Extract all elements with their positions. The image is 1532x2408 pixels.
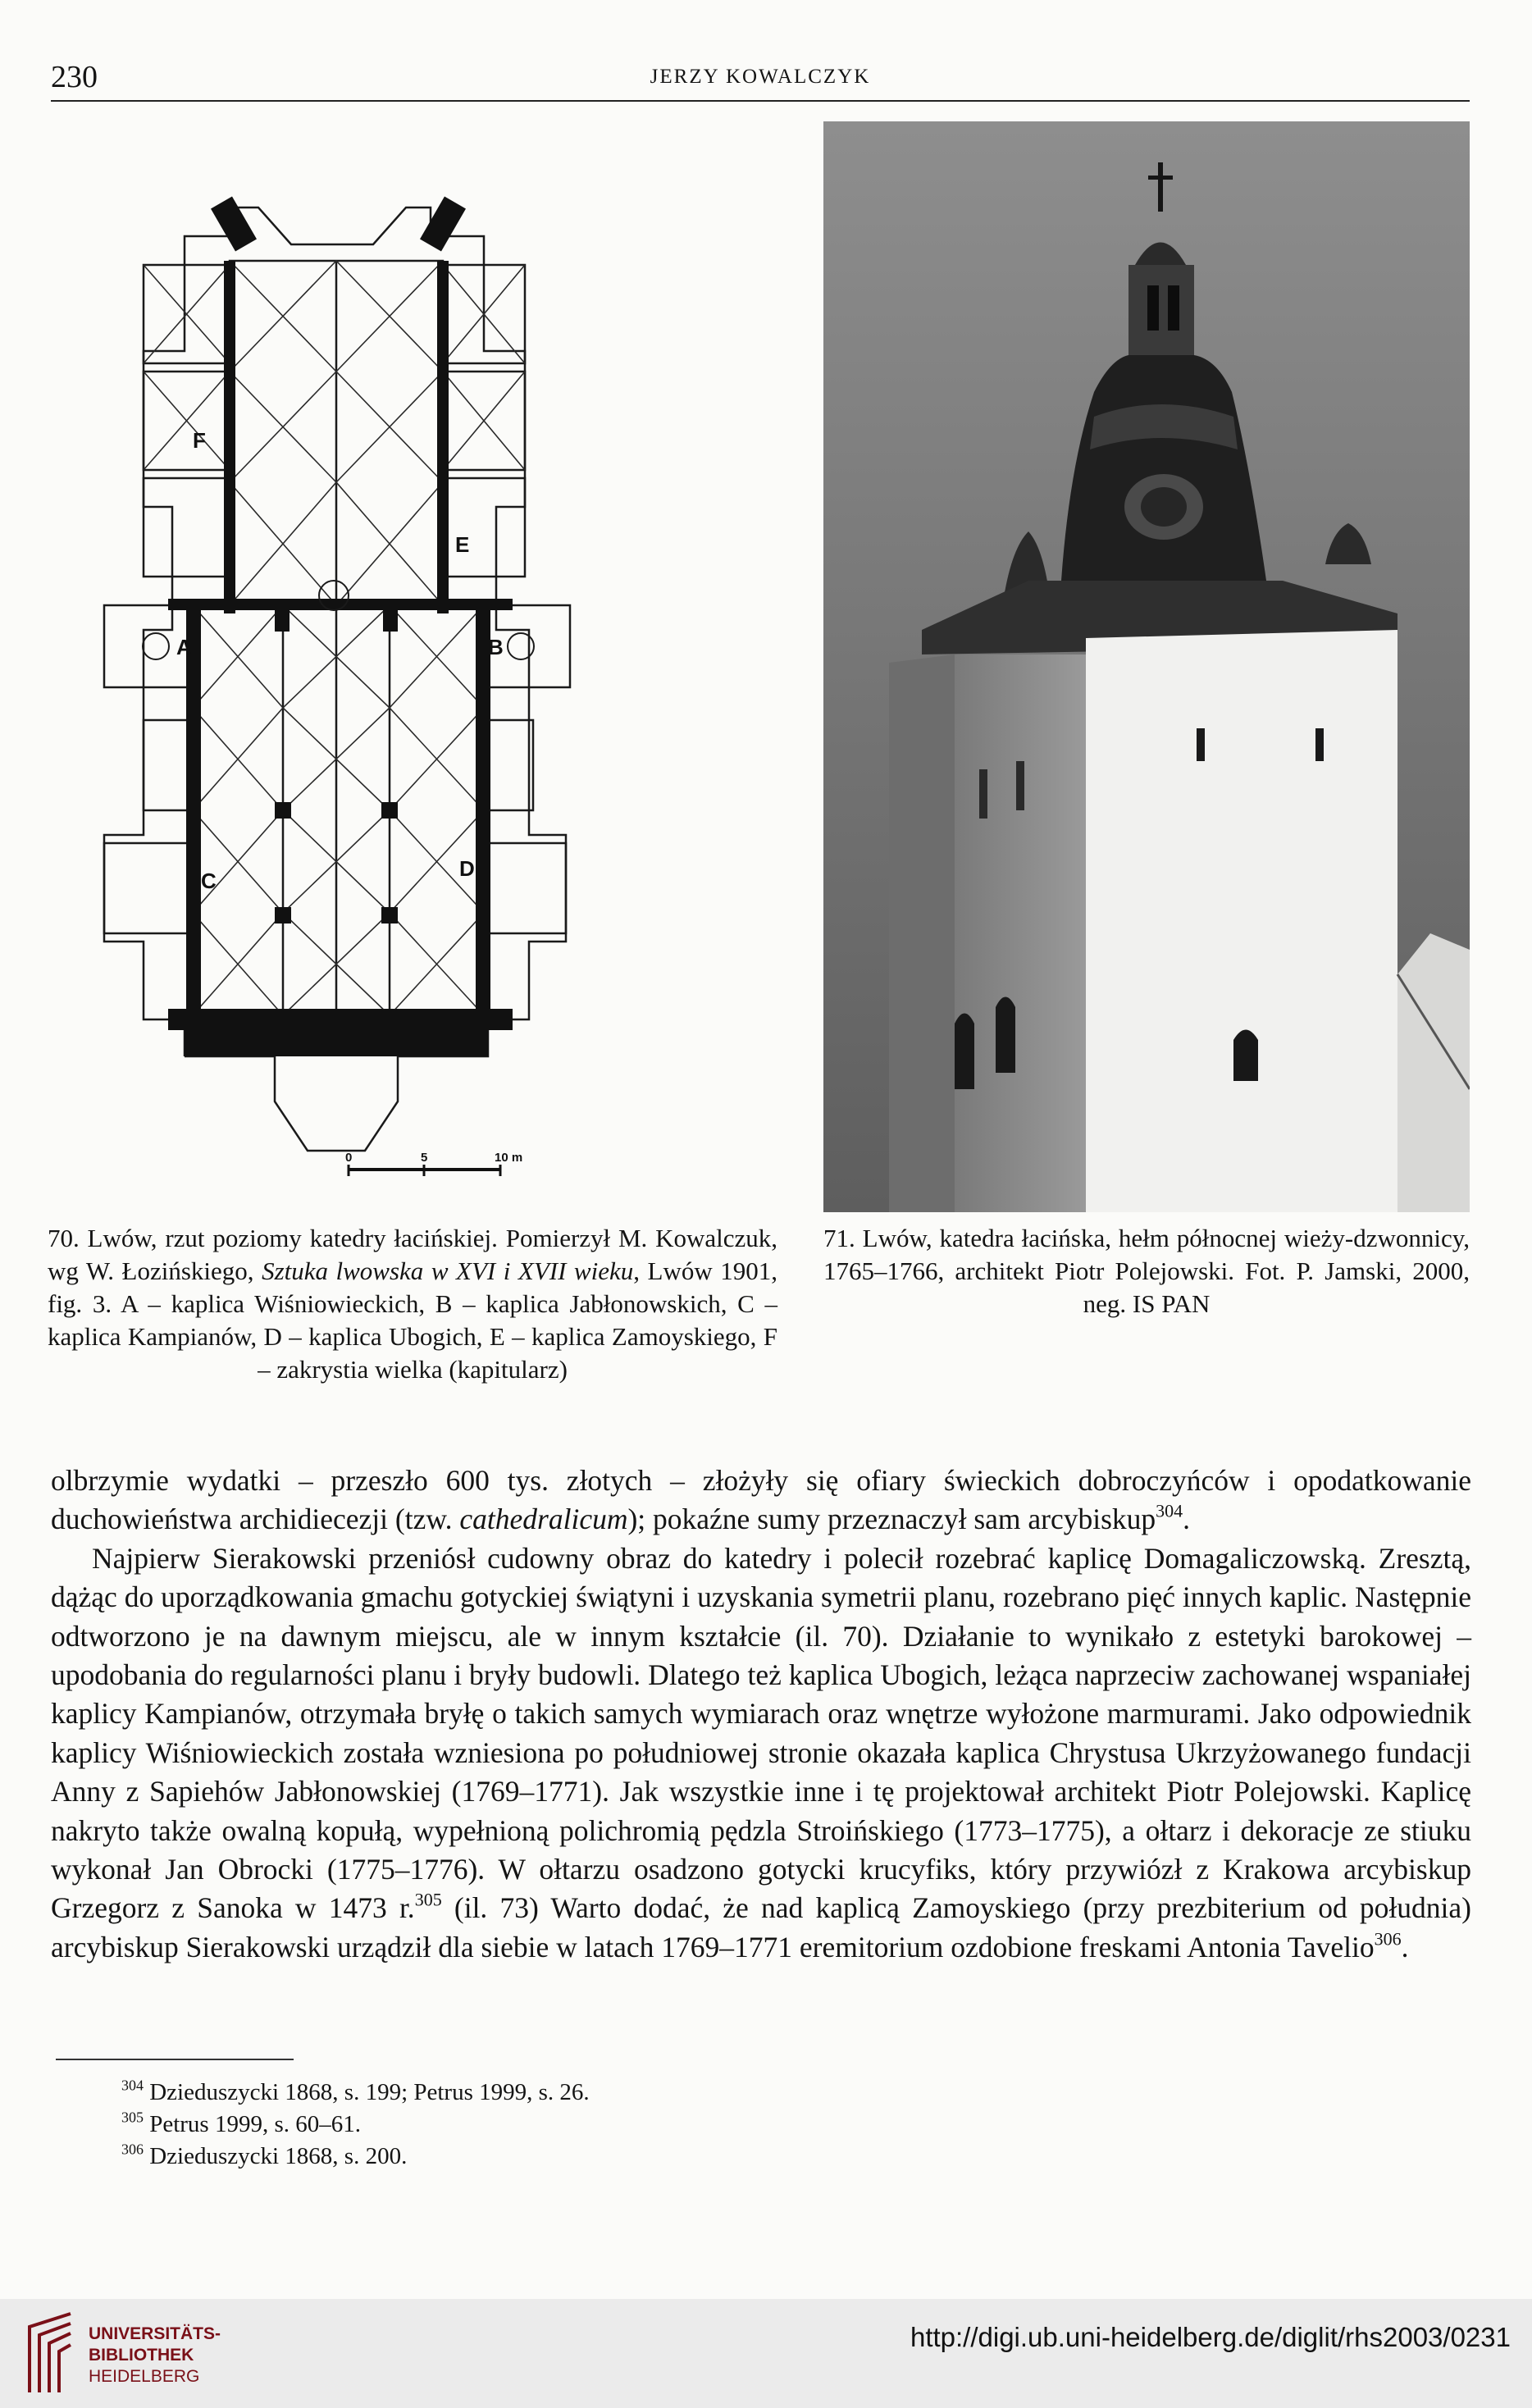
- scale-tick-10: 10 m: [495, 1151, 523, 1165]
- paragraph-1-end: .: [1183, 1503, 1191, 1536]
- footnote-text: Dzieduszycki 1868, s. 199; Petrus 1999, s. 26.: [143, 2079, 590, 2105]
- source-url-link[interactable]: http://digi.ub.uni-heidelberg.de/diglit/rhs2003/0231: [910, 2322, 1511, 2352]
- tower-photograph: [823, 121, 1470, 1212]
- footnotes: [121, 2077, 590, 2173]
- paragraph-2-text-cont: (il. 73) Warto dodać, że nad kaplicą Zamoyskiego (przy prezbiterium od południa) arcybiskup Sierakowski urządził dla siebie w latach 1769–1771 eremitorium ozdobione freskami Antonia Tavelio: [51, 1891, 1471, 1963]
- paragraph-1: [51, 1462, 1471, 1539]
- page-number: 230: [51, 60, 98, 94]
- footnote-text: Dzieduszycki 1868, s. 200.: [143, 2143, 408, 2169]
- plan-label-c: C: [201, 869, 217, 893]
- plan-label-e: E: [455, 532, 470, 557]
- figure-71-caption: 71. Lwów, katedra łacińska, hełm północnej wieży-dzwonnicy, 1765–1766, architekt Piotr Polejowski. Fot. P. Jamski, 2000, neg. IS PAN: [823, 1224, 1470, 1318]
- footnote-306: [121, 2141, 590, 2173]
- paragraph-1-italic: cathedralicum: [459, 1503, 628, 1536]
- footnote-ref-306[interactable]: 306: [1374, 1928, 1402, 1950]
- library-name-line-3: HEIDELBERG: [89, 2367, 200, 2386]
- cathedral-floor-plan: [45, 121, 800, 1188]
- footnote-ref-304[interactable]: 304: [1156, 1501, 1183, 1522]
- paragraph-2-end: .: [1401, 1930, 1409, 1963]
- paragraph-1-text-cont: ); pokaźne sumy przeznaczył sam arcybiskup: [627, 1503, 1156, 1536]
- body-text: [51, 1462, 1471, 1967]
- running-head: [51, 59, 1470, 102]
- footnote-separator: [56, 2059, 294, 2060]
- scale-tick-5: 5: [421, 1151, 428, 1165]
- figure-70-caption: [48, 1222, 777, 1386]
- footnote-number: 304: [121, 2077, 144, 2094]
- paragraph-2-text: Najpierw Sierakowski przeniósł cudowny obraz do katedry i polecił rozebrać kaplicę Domagaliczowską. Zresztą, dążąc do uporządkowania gmachu gotyckiej świątyni i uzyskania symetrii planu, rozebrano pięć innych kaplic. Następnie odtworzono je na dawnym miejscu, ale w innym kształcie (il. 70). Działanie to wynikało z estetyki barokowej – upodobania do regularności planu i bryły budowli. Dlatego też kaplica Ubogich, leżąca naprzeciw zachowanej wspaniałej kaplicy Kampianów, otrzymała bryłę o takich samych wymiarach oraz wnętrze wyłożone marmurami. Jako odpowiednik kaplicy Wiśniowieckich została wzniesiona po południowej stronie okazała kaplica Chrystusa Ukrzyżowanego fundacji Anny z Sapiehów Jabłonowskiej (1769–1771). Jak wszystkie inne i tę projektował architekt Piotr Polejowski. Kaplicę nakryto także owalną kopułą, wypełnioną polichromią pędzla Stroińskiego (1773–1775), a ołtarz i dekoracje ze stiuku wykonał Jan Obrocki (1775–1776). W ołtarzu osadzono gotycki krucyfiks, który przywiózł z Krakowa arcybiskup Grzegorz z Sanoka w 1473 r.: [51, 1541, 1471, 1925]
- figure-70-caption-text: 70. Lwów, rzut poziomy katedry łacińskiej. Pomierzył M. Kowalczuk, wg W. Łozińskiego,: [48, 1224, 777, 1285]
- scale-tick-0: 0: [345, 1151, 353, 1165]
- library-name-line-2: BIBLIOTHEK: [89, 2346, 194, 2365]
- figure-70-caption-title: Sztuka lwowska w XVI i XVII wieku: [262, 1256, 634, 1285]
- scale-bar: [345, 1151, 522, 1188]
- plan-label-d: D: [459, 856, 475, 881]
- library-footer: [0, 2299, 1532, 2408]
- figure-70-caption-legend: , Lwów 1901, fig. 3. A – kaplica Wiśniowieckich, B – kaplica Jabłonowskich, C – kaplica Kampianów, D – kaplica Ubogich, E – kaplica Zamoyskiego, F – zakrystia wielka (kapitularz): [48, 1256, 777, 1384]
- footnote-text: Petrus 1999, s. 60–61.: [143, 2111, 361, 2137]
- paragraph-1-text: olbrzymie wydatki – przeszło 600 tys. złotych – złożyły się ofiary świeckich dobroczyńców i opodatkowanie duchowieństwa archidiecezji (tzw.: [51, 1464, 1471, 1536]
- footnote-number: 305: [121, 2109, 144, 2126]
- plan-label-a: A: [176, 635, 192, 659]
- university-library-logo: [13, 2310, 87, 2396]
- running-title: JERZY KOWALCZYK: [650, 66, 871, 88]
- footnote-number: 306: [121, 2141, 144, 2158]
- footnote-ref-305[interactable]: 305: [414, 1890, 442, 1911]
- footnote-305: [121, 2109, 590, 2141]
- library-name-line-1: UNIVERSITÄTS-: [89, 2324, 221, 2343]
- paragraph-2: [51, 1539, 1471, 1967]
- library-name: [89, 2324, 221, 2387]
- plan-label-f: F: [193, 428, 206, 453]
- plan-label-b: B: [488, 635, 504, 659]
- footnote-304: [121, 2077, 590, 2109]
